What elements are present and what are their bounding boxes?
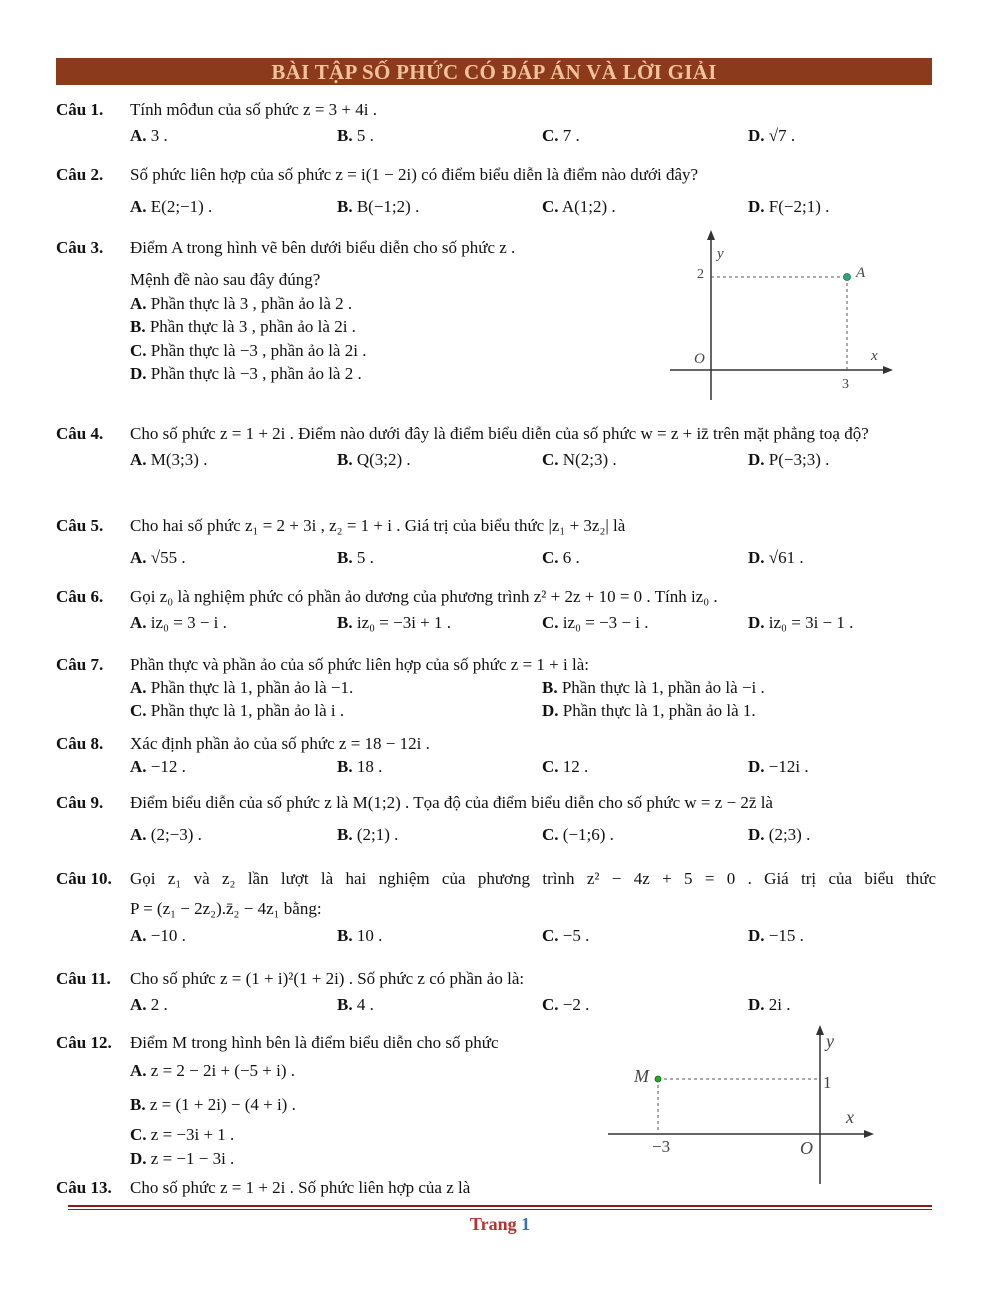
question-stem: Cho số phức z = 1 + 2i . Điểm nào dưới đây là điểm biểu diễn của số phức w = z + iz̄ trên mặt phẳng toạ độ?	[130, 424, 869, 443]
option-c: C. 12 .	[542, 757, 589, 776]
option-d: D. P(−3;3) .	[748, 450, 830, 469]
page-footer	[0, 1214, 1000, 1235]
question-stem: Cho hai số phức z₁ = 2 + 3i , z₂ = 1 + i . Giá trị của biểu thức |z₁ + 3z₂| là	[130, 516, 626, 535]
option-a: A. Phần thực là 3 , phần ảo là 2 .	[130, 293, 353, 313]
origin-label: O	[800, 1138, 813, 1158]
question-4	[56, 422, 936, 475]
options-row	[130, 676, 936, 699]
page-word: Trang	[469, 1214, 517, 1234]
options-row	[130, 121, 936, 151]
question-13	[56, 1176, 936, 1199]
option-b: B. 5 .	[337, 126, 374, 145]
option-d: D. √7 .	[748, 126, 796, 145]
option-d: D. Phần thực là −3 , phần ảo là 2 .	[130, 364, 362, 383]
question-9	[56, 791, 936, 850]
question-stem: Cho số phức z = (1 + i)²(1 + 2i) . Số phức z có phần ảo là:	[130, 969, 525, 988]
y-tick-label: 2	[697, 267, 704, 282]
options-row	[130, 445, 936, 475]
options-row	[130, 921, 936, 951]
y-axis-label: y	[826, 1031, 834, 1051]
question-number: Câu 2.	[56, 165, 104, 184]
question-number: Câu 5.	[56, 516, 104, 535]
question-number: Câu 13.	[56, 1178, 112, 1197]
options-row	[130, 755, 936, 778]
point-label: A	[856, 265, 866, 281]
option-a: A. −10 .	[130, 925, 186, 945]
option-d: D. −15 .	[748, 925, 804, 945]
question-stem-cont: P = (z₁ − 2z₂).z̄₂ − 4z₁ bằng:	[130, 899, 322, 918]
option-a: A. z = 2 − 2i + (−5 + i) .	[130, 1061, 296, 1080]
options-row	[130, 699, 936, 722]
option-b: B. Phần thực là 3 , phần ảo là 2i .	[130, 317, 356, 336]
option-d: D. z = −1 − 3i .	[130, 1149, 235, 1168]
option-a: A. M(3;3) .	[130, 450, 208, 469]
option-d: D. iz₀ = 3i − 1 .	[748, 613, 854, 632]
option-b: B. z = (1 + 2i) − (4 + i) .	[130, 1095, 296, 1114]
question-6	[56, 585, 936, 638]
x-axis-arrow	[883, 366, 893, 374]
question-7	[56, 653, 936, 722]
option-d: D. −12i .	[748, 757, 809, 776]
x-tick-label: 3	[842, 377, 849, 392]
options-row	[130, 608, 936, 638]
option-c: C. z = −3i + 1 .	[130, 1125, 235, 1144]
y-axis-arrow	[816, 1025, 824, 1035]
option-b: B. B(−1;2) .	[337, 197, 420, 216]
option-b: B. Phần thực là 1, phần ảo là −i .	[542, 678, 765, 697]
question-stem: Điểm A trong hình vẽ bên dưới biểu diễn cho số phức z .	[130, 238, 516, 257]
question-number: Câu 9.	[56, 793, 104, 812]
option-a: A. √55 .	[130, 548, 186, 567]
question-stem: Xác định phần ảo của số phức z = 18 − 12i .	[130, 734, 430, 753]
option-c: C. −2 .	[542, 995, 590, 1014]
question-stem: Điểm biểu diễn của số phức z là M(1;2) . Tọa độ của điểm biểu diễn cho số phức w = z − 2z̄ là	[130, 793, 773, 812]
option-a: A. −12 .	[130, 757, 186, 776]
option-d: D. Phần thực là 1, phần ảo là 1.	[542, 701, 756, 720]
question-stem-cont: Mệnh đề nào sau đây đúng?	[130, 270, 321, 289]
y-axis-label: y	[717, 246, 724, 262]
complex-plane-figure-a	[660, 228, 900, 408]
option-d: D. (2;3) .	[748, 825, 811, 844]
option-a: A. 3 .	[130, 126, 168, 145]
question-stem: Điểm M trong hình bên là điểm biểu diễn cho số phức	[130, 1033, 499, 1052]
options-row	[130, 192, 936, 222]
option-c: C. 7 .	[542, 126, 580, 145]
question-number: Câu 8.	[56, 734, 104, 753]
option-c: C. N(2;3) .	[542, 450, 617, 469]
option-c: C. Phần thực là −3 , phần ảo là 2i .	[130, 340, 367, 360]
question-number: Câu 3.	[56, 238, 104, 257]
option-a: A. iz₀ = 3 − i .	[130, 613, 227, 632]
question-number: Câu 12.	[56, 1033, 112, 1052]
point-m	[655, 1076, 661, 1082]
origin-label: O	[694, 351, 705, 367]
option-a: A. E(2;−1) .	[130, 197, 213, 216]
option-b: B. 5 .	[337, 548, 374, 567]
options-row	[130, 990, 936, 1020]
question-number: Câu 6.	[56, 587, 104, 606]
question-10	[56, 867, 936, 951]
option-d: D. F(−2;1) .	[748, 197, 830, 216]
x-tick-label: −3	[652, 1137, 671, 1156]
point-label: M	[634, 1066, 649, 1086]
footer-rule	[68, 1205, 932, 1207]
page-number: 1	[521, 1214, 531, 1234]
question-stem: Gọi z₀ là nghiệm phức có phần ảo dương của phương trình z² + 2z + 10 = 0 . Tính iz₀ .	[130, 587, 718, 606]
question-number: Câu 10.	[56, 869, 112, 888]
title-banner: BÀI TẬP SỐ PHỨC CÓ ĐÁP ÁN VÀ LỜI GIẢI	[56, 58, 932, 85]
question-number: Câu 1.	[56, 100, 104, 119]
complex-plane-figure-m	[600, 1022, 890, 1187]
option-a: A. (2;−3) .	[130, 825, 202, 844]
point-a	[844, 274, 851, 281]
question-number: Câu 11.	[56, 969, 111, 988]
options-row	[130, 820, 936, 850]
question-12	[56, 1031, 596, 1170]
option-c: C. iz₀ = −3 − i .	[542, 613, 649, 632]
question-8	[56, 732, 936, 778]
question-number: Câu 4.	[56, 424, 104, 443]
option-d: D. 2i .	[748, 995, 791, 1014]
question-number: Câu 7.	[56, 655, 104, 674]
option-c: C. −5 .	[542, 925, 590, 945]
question-stem: Tính môđun của số phức z = 3 + 4i .	[130, 100, 377, 119]
option-b: B. (2;1) .	[337, 825, 399, 844]
x-axis-arrow	[864, 1130, 874, 1138]
option-a: A. 2 .	[130, 995, 168, 1014]
y-tick-label: 1	[823, 1073, 832, 1092]
footer-rule-thin	[68, 1209, 932, 1210]
question-stem: Cho số phức z = 1 + 2i . Số phức liên hợp của z là	[130, 1178, 471, 1197]
y-axis-arrow	[707, 230, 715, 240]
option-d: D. √61 .	[748, 548, 804, 567]
option-c: C. 6 .	[542, 548, 580, 567]
option-b: B. iz₀ = −3i + 1 .	[337, 613, 452, 632]
option-a: A. Phần thực là 1, phần ảo là −1.	[130, 678, 354, 697]
option-b: B. 18 .	[337, 757, 383, 776]
x-axis-label: x	[846, 1107, 854, 1127]
question-stem: Gọi z₁ và z₂ lần lượt là hai nghiệm của phương trình z² − 4z + 5 = 0 . Giá trị của biểu thức	[130, 869, 936, 888]
option-c: C. (−1;6) .	[542, 825, 614, 844]
option-b: B. 4 .	[337, 995, 374, 1014]
question-11	[56, 967, 936, 1020]
question-2	[56, 163, 936, 222]
option-b: B. Q(3;2) .	[337, 450, 411, 469]
question-1	[56, 98, 936, 151]
options-row	[130, 543, 936, 573]
option-b: B. 10 .	[337, 925, 383, 945]
option-c: C. A(1;2) .	[542, 197, 616, 216]
question-stem: Số phức liên hợp của số phức z = i(1 − 2i) có điểm biểu diễn là điểm nào dưới đây?	[130, 165, 699, 184]
x-axis-label: x	[871, 348, 878, 364]
question-stem: Phần thực và phần ảo của số phức liên hợp của số phức z = 1 + i là:	[130, 655, 589, 674]
question-3	[56, 236, 616, 386]
option-c: C. Phần thực là 1, phần ảo là i .	[130, 701, 345, 720]
question-5	[56, 514, 936, 573]
